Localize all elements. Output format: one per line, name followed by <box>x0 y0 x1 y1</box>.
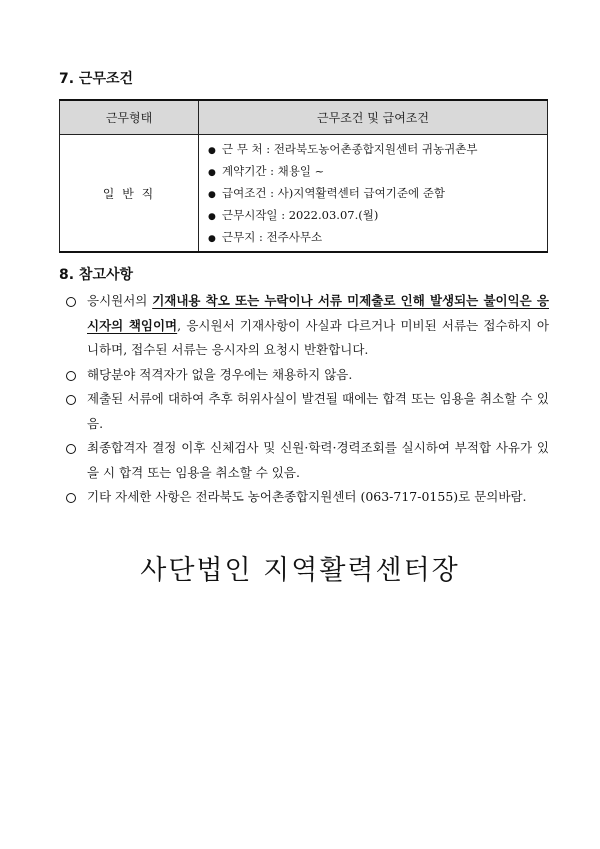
table-row <box>60 135 548 253</box>
section-8-title: 8. 참고사항 <box>59 267 134 283</box>
list-item <box>208 160 546 182</box>
closing-signature: 사단법인 지역활력센터장 <box>140 555 460 586</box>
note-4: 최종합격자 결정 이후 신체검사 및 신원·학력·경력조회를 실시하여 부적합 사유가 있을 시 합격 또는 임용을 취소할 수 있음. <box>87 440 549 480</box>
circle-bullet-icon <box>66 371 76 381</box>
list-item <box>59 436 549 485</box>
section-7-title: 7. 근무조건 <box>59 71 134 87</box>
list-item <box>59 485 549 510</box>
note-1-prefix: 응시원서의 <box>87 293 153 308</box>
header-conditions: 근무조건 및 급여조건 <box>199 100 548 135</box>
list-item <box>59 289 549 363</box>
list-item <box>208 226 546 248</box>
condition-start-date: 근무시작일 : 2022.03.07.(월) <box>222 208 379 222</box>
bullet-icon: ● <box>208 168 216 178</box>
note-2: 해당분야 적격자가 없을 경우에는 채용하지 않음. <box>87 366 353 382</box>
condition-salary: 급여조건 : 사)지역활력센터 급여기준에 준함 <box>222 186 445 200</box>
list-item <box>59 387 549 436</box>
circle-bullet-icon <box>66 297 76 307</box>
conditions-list <box>200 136 546 250</box>
bullet-icon: ● <box>208 146 216 156</box>
work-type-cell: 일 반 직 <box>60 135 199 253</box>
bullet-icon: ● <box>208 212 216 222</box>
list-item <box>208 138 546 160</box>
note-3: 제출된 서류에 대하여 추후 허위사실이 발견될 때에는 합격 또는 임용을 취소할 수 있음. <box>87 391 549 431</box>
table-header-row <box>60 100 548 135</box>
list-item <box>208 204 546 226</box>
circle-bullet-icon <box>66 444 76 454</box>
note-1-suffix: , 응시원서 기재사항이 사실과 다르거나 미비된 서류는 접수하지 아니하며, 접수된 서류는 응시자의 요청시 반환합니다. <box>87 317 549 357</box>
conditions-cell <box>199 135 548 253</box>
list-item <box>208 182 546 204</box>
work-conditions-table <box>59 99 548 253</box>
note-1-emphasis: 기재내용 착오 또는 누락이나 서류 미제출로 인해 발생되는 불이익은 응시자의 책임이며 <box>87 293 549 333</box>
bullet-icon: ● <box>208 190 216 200</box>
bullet-icon: ● <box>208 234 216 244</box>
note-5: 기타 자세한 사항은 전라북도 농어촌종합지원센터 (063-717-0155)로 문의바람. <box>87 489 527 504</box>
header-work-type: 근무형태 <box>60 100 199 135</box>
circle-bullet-icon <box>66 493 76 503</box>
note-1 <box>87 289 549 363</box>
condition-contract: 계약기간 : 채용일 ~ <box>222 164 325 178</box>
circle-bullet-icon <box>66 395 76 405</box>
condition-workplace: 근 무 처 : 전라북도농어촌종합지원센터 귀농귀촌부 <box>222 142 478 156</box>
notes-list <box>59 289 549 510</box>
condition-location: 근무지 : 전주사무소 <box>222 230 323 244</box>
list-item <box>59 363 549 388</box>
